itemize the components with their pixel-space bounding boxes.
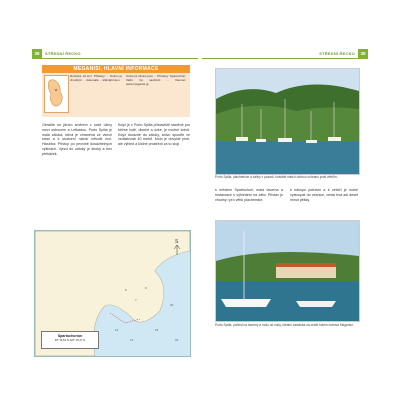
running-header: STŘEDNÍ ŘECKO [45, 51, 81, 56]
body-column-1: s městem Spartochori, malá taverna a restaurace s výhledem na záliv. Přístav je vhodný i pro větší plachetnice. [215, 188, 283, 202]
right-page [200, 48, 370, 363]
chart-label-box [41, 331, 99, 349]
svg-text:5: 5 [125, 288, 127, 292]
photo-harbor [215, 68, 360, 175]
info-box-title: MEGANISI, HLAVNÍ INFORMACE [42, 65, 190, 73]
svg-text:15: 15 [155, 328, 159, 332]
body-column-1: Obrátíte se jižním směrem z úzké úžiny mezi ostrovem a Lefkádou. Porto Spilia je malá zátoka, která je chráněná ze všech stran a k ukotvení nabízí několik mol. Hloubka: Přístup po pevnině dosažitelných výšinách. Vjezd do zátoky je široký a bez překážek. [42, 123, 112, 156]
info-box-col2: Ostrovní silnice jsou ... Přístavy: Spartochori, Vathi. Co navštívit: ... Internet: www.meganisi.gr [126, 74, 186, 86]
left-page [30, 48, 200, 363]
info-box-col1: Rozloha: 22 km². Přístavy: ... Ostrov je vhodným ... dokonalé ... klidnější den. [70, 74, 122, 82]
nautical-chart [34, 230, 191, 357]
header-rule [32, 58, 198, 59]
body-column-2: Když je v Porto Spilia přístaviště stavěné pro běžné lodě, dlouhé a úzké, je možné kotvit. Když dorazíte do zátoky, kotvu spusťte ve vzdálenosti 40 metrů. Molo je obvykle plné, ale výhled a klidné prostředí za to stojí. [118, 123, 190, 147]
svg-text:7: 7 [135, 298, 137, 302]
page-number: 38 [32, 49, 42, 58]
photo-caption-2: Porto Spilia, pohled na taverny a molo od vody, ideální zastávka na cestě kolem ostrova Meganisi. [215, 323, 354, 327]
book-spread [30, 48, 370, 363]
svg-text:S: S [175, 239, 179, 245]
svg-text:20: 20 [170, 303, 174, 307]
svg-text:12: 12 [115, 328, 119, 332]
chart-coordinates: 38° 39,53' N 020° 45,47' E [54, 339, 86, 342]
info-box [42, 65, 190, 117]
svg-text:22: 22 [175, 338, 179, 342]
page-number: 39 [358, 49, 368, 58]
running-header: STŘEDNÍ ŘECKO [319, 51, 355, 56]
photo-caption-1: Porto Spilia, plachetnice a zálivy v pozadí, kotviště nabízí dobrou ochranu proti větrům. [215, 175, 338, 179]
island-map [44, 75, 69, 113]
header-rule [202, 58, 368, 59]
svg-text:14: 14 [130, 338, 134, 342]
body-column-2: k nákupu potravin a k večeři je nutné vystoupat do vesnice, cesta trvá asi deset minut pěšky. [290, 188, 358, 202]
chart-label: Spartochorion [57, 334, 83, 338]
svg-text:9: 9 [145, 286, 147, 290]
photo-moored-boats [215, 220, 360, 322]
